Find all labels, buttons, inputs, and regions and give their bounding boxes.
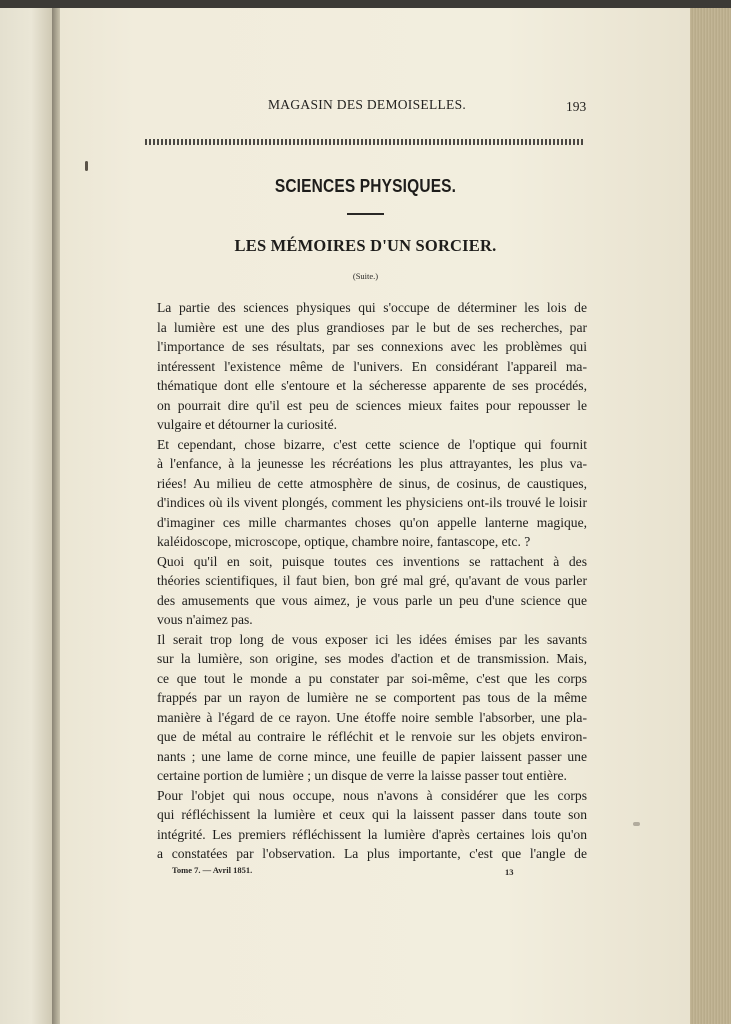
text-line: kaléidoscope, microscope, optique, chambre noire, fantascope, etc. ? (157, 534, 531, 549)
sheet-number: 13 (505, 867, 514, 877)
text-line: nants ; une lame de corne mince, une feuille de papier laissent passer une (157, 748, 587, 764)
text-line: La partie des sciences physiques qui s'occupe de déterminer les lois de (157, 300, 587, 315)
paragraph (141, 630, 587, 786)
text-line: Et cependant, chose bizarre, c'est cette science de l'optique qui fournit (157, 436, 587, 452)
text-line: vulgaire et détourner la curiosité. (157, 417, 338, 432)
text-line: Quoi qu'il en soit, puisque toutes ces inventions se rattachent à des (157, 553, 587, 569)
paragraph (141, 435, 587, 552)
text-line: intéressent l'existence même de l'univers. En considérant l'appareil ma- (157, 358, 587, 374)
paragraph (141, 786, 587, 864)
text-line: certaine portion de lumière ; un disque de verre la laisse passer tout entière. (157, 768, 567, 783)
text-line: Pour l'objet qui nous occupe, nous n'avons à considérer que les corps (157, 787, 587, 803)
page-number: 193 (566, 99, 587, 114)
facing-page (0, 8, 52, 1024)
text-line: des amusements que vous aimez, je vous parle un peu d'une science que (157, 592, 587, 608)
page-edges (690, 8, 731, 1024)
text-line: Il serait trop long de vous exposer ici les idées émises par les savants (157, 631, 587, 647)
book-gutter (52, 8, 60, 1024)
running-head: MAGASIN DES DEMOISELLES. (268, 97, 467, 112)
text-line: vous n'aimez pas. (157, 612, 253, 627)
text-line: thématique dont elle s'entoure et la sécheresse apparente de ses procédés, (157, 378, 587, 393)
text-line: d'imaginer ces mille charmantes choses qu'on appelle lanterne magique, (157, 514, 587, 530)
text-line: la lumière est une des plus grandioses par le but de ses recherches, par (157, 319, 587, 335)
ink-blot (85, 161, 88, 171)
text-line: a constatées par l'observation. La plus importante, c'est que l'angle de (157, 846, 587, 861)
printer-signature: Tome 7. — Avril 1851. (172, 865, 253, 875)
text-line: frappés par un rayon de lumière ne se comportent pas tous de la même (157, 690, 587, 705)
section-title: SCIENCES PHYSIQUES. (274, 176, 457, 196)
text-line: riées! Au milieu de cette atmosphère de sinus, de cosinus, de caustiques, (157, 475, 587, 491)
paragraph (141, 552, 587, 630)
text-line: théories scientifiques, il faut bien, bon gré mal gré, qu'avant de vous parler (157, 573, 587, 588)
text-line: qui réfléchissent la lumière et ceux qui la laissent passer dans toute son (157, 807, 587, 822)
text-line: sur la lumière, son origine, ses modes d'action et de transmission. Mais, (157, 651, 587, 666)
scan-top-border (0, 0, 731, 8)
text-line: d'indices où ils vivent plongés, comment les physiciens ont-ils trouvé le loisir (157, 495, 587, 510)
text-line: intégrité. Les premiers réfléchissent la lumière d'après certaines lois qu'on (157, 826, 587, 842)
text-line: ce que tout le monde a pu constater par soi-même, c'est que les corps (157, 670, 587, 686)
text-line: manière à l'égard de ce rayon. Une étoffe noire semble l'absorber, une pla- (157, 709, 587, 725)
text-line: que de métal au contraire le réfléchit et le renvoie sur les objets environ- (157, 729, 587, 744)
paragraph (141, 298, 587, 435)
subtitle: (Suite.) (352, 271, 379, 281)
article-title: LES MÉMOIRES D'UN SORCIER. (234, 236, 497, 255)
text-line: l'importance de ses résultats, par ses connexions avec les problèmes qui (157, 339, 587, 354)
paper-stain (633, 822, 640, 826)
article-body (141, 298, 587, 864)
decorative-rule (145, 139, 583, 145)
title-rule (347, 213, 384, 215)
text-line: on pourrait dire qu'il est peu de sciences mieux faites pour repousser le (157, 397, 587, 413)
text-line: à l'enfance, à la jeunesse les récréations les plus attrayantes, les plus va- (157, 456, 587, 471)
